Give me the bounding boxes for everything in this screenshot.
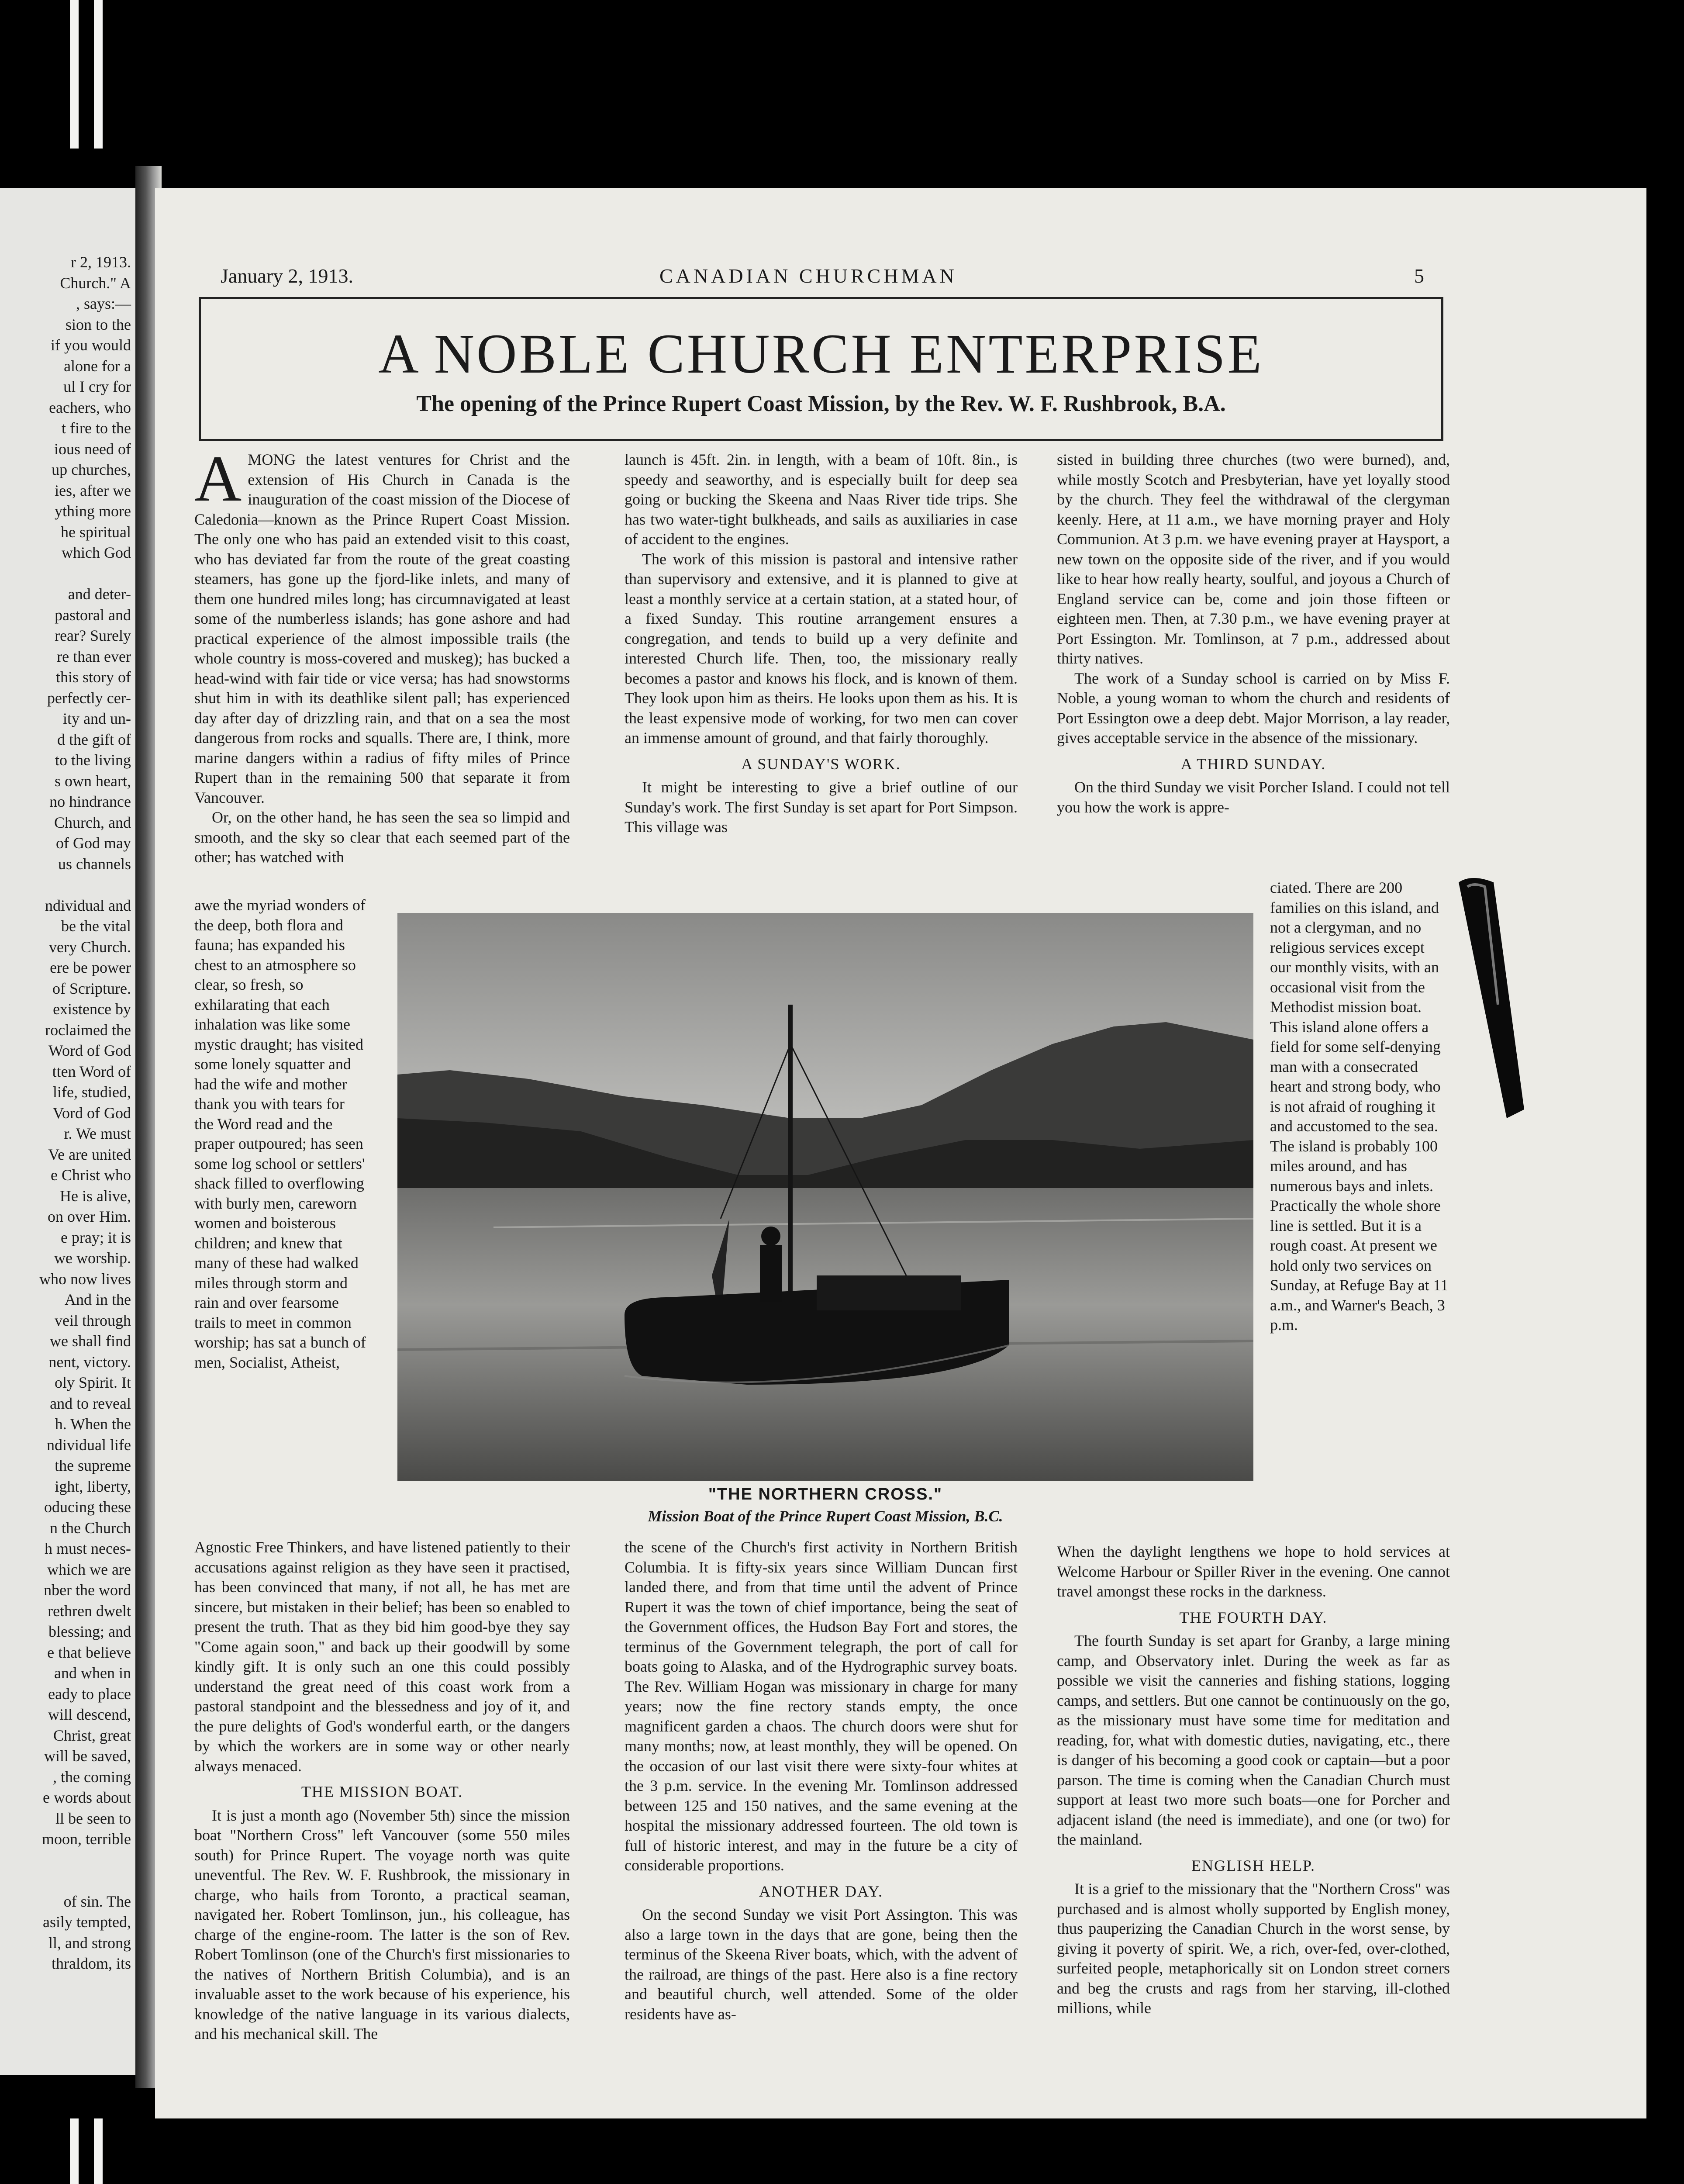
page-number: 5 [1414, 265, 1424, 287]
left-page-line: moon, terrible [42, 1830, 131, 1848]
boat-photograph [397, 913, 1253, 1481]
left-page-line: of God may [56, 834, 131, 852]
left-page-line: ies, after we [55, 481, 131, 499]
section-heading: ANOTHER DAY. [759, 1882, 883, 1900]
issue-date: January 2, 1913. [221, 265, 354, 287]
column-1-narrow [194, 895, 367, 1542]
left-page-line: e pray; it is [61, 1228, 131, 1246]
left-page-line: we worship. [54, 1249, 131, 1267]
column-1-bottom [194, 1538, 570, 2062]
left-page-line: to the living [55, 751, 131, 769]
left-page-line: asily tempted, [43, 1913, 131, 1931]
left-page-line: ything more [55, 502, 131, 520]
left-page-line: eachers, who [49, 398, 131, 416]
paragraph: It is a grief to the missionary that the "Northern Cross" was purchased and is almost wholly supported by English money, thus pauperizing the Canadian Church in the worst sense, by giving it poverty of spirit. We, a rich, over-fed, over-clothed, surfeited people, metaphorically sit on London street corners and beg the crusts and rags from her starving, ill-clothed millions, while [1057, 1880, 1450, 2017]
column-3-narrow [1270, 878, 1449, 1542]
left-page-line: ere be power [50, 959, 131, 976]
left-page-line: He is alive, [60, 1187, 131, 1205]
left-page-line: perfectly cer- [47, 689, 131, 707]
left-page-line: life, studied, [53, 1083, 131, 1101]
section-heading: THE FOURTH DAY. [1179, 1608, 1328, 1626]
left-page-line: e that believe [47, 1643, 131, 1661]
left-page-line: Church." A [60, 274, 131, 292]
left-page-line: will be saved, [44, 1747, 131, 1765]
column-2-bottom [625, 1538, 1018, 2062]
left-facing-page [0, 188, 144, 2075]
paragraph: It is just a month ago (November 5th) since the mission boat "Northern Cross" left Vancouver (some 550 miles south) for Prince Rupert. The voyage north was quite uneventful. The Rev. W. F. Rushbrook, the missionary in charge, who hails from Toronto, a practical seaman, navigated her. Robert Tomlinson, jun., his colleague, has charge of the engine-room. The latter is the son of Rev. Robert Tomlinson (one of the Church's first missionaries to the natives of Northern British Columbia), and is an invaluable asset to the work because of his experience, his knowledge of the native language in its various dialects, and his mechanical skill. The [194, 1806, 570, 2042]
paragraph: The work of this mission is pastoral and intensive rather than supervisory and extensive, and it is planned to give at least a monthly service at a certain station, at a stated hour, of a fixed Sunday. This routine arrangement ensures a congregation, and tends to build up a very definite and interested Church life. Then, too, the missionary really becomes a pastor and knows his flock, and is known of them. They look upon him as theirs. He looks upon them as his. It is the least expensive mode of working, for two men can cover an immense amount of ground, and that fairly thoroughly. [625, 550, 1018, 746]
left-page-line: veil through [55, 1311, 131, 1329]
left-page-line: the supreme [55, 1457, 131, 1474]
drop-cap: A [194, 442, 242, 515]
left-page-line: rethren dwelt [48, 1602, 131, 1620]
left-page-line: oly Spirit. It [54, 1374, 131, 1391]
paragraph: The work of a Sunday school is carried on by Miss F. Noble, a young woman to whom the church and residents of Port Essington owe a deep debt. Major Morrison, a lay reader, gives acceptable service in the absence of the missionary. [1057, 669, 1450, 746]
paragraph: Agnostic Free Thinkers, and have listened patiently to their accusations against religion as they have seen it practised, has been convinced that many, if not all, he has met are sincere, but mistaken in their belief; has been so enabled to present the truth. That as they bid him good-bye they say "Come again soon," and back up their goodwill by some kindly gift. It is only such an one this could possibly understand the great need of this coast work from a pastoral standpoint and the blessedness and joy of it, and the pure delights of God's wonderful earth, or the dangers by which the workers are in some way or other nearly always menaced. [194, 1538, 570, 1775]
left-page-line: and to reveal [50, 1394, 131, 1412]
left-page-line: ndividual and [45, 896, 131, 914]
left-page-line: oducing these [44, 1498, 131, 1516]
column-1-top [194, 442, 570, 904]
left-page-line: of Scripture. [52, 979, 131, 997]
left-page-line: which we are [47, 1560, 131, 1578]
left-page-line: ll, and strong [48, 1934, 131, 1952]
left-page-line: h. When the [55, 1415, 131, 1433]
photo-caption-title: "THE NORTHERN CROSS." [708, 1485, 943, 1503]
article-subtitle: The opening of the Prince Rupert Coast Mission, by the Rev. W. F. Rushbrook, B.A. [416, 391, 1226, 416]
left-page-line: which God [62, 544, 131, 561]
left-page-line: sion to the [66, 315, 131, 333]
left-page-line: Ve are united [48, 1145, 131, 1163]
left-page-line: roclaimed the [45, 1021, 131, 1039]
left-page-line: existence by [53, 1000, 131, 1018]
left-page-line: Vord of God [52, 1104, 131, 1122]
left-page-line: we shall find [50, 1332, 131, 1350]
left-page-line: ity and un- [63, 710, 131, 727]
column-3-top [1057, 450, 1450, 865]
left-page-line: , says:— [76, 295, 131, 312]
left-page-line: e words about [43, 1789, 131, 1806]
column-3-bottom [1057, 1542, 1450, 2066]
left-page-line: re than ever [57, 647, 131, 665]
paragraph: launch is 45ft. 2in. in length, with a beam of 10ft. 8in., is speedy and seaworthy, and is especially built for deep sea going or bucking the Skeena and Naas River tide trips. She has two water-tight bulkheads, and sails as auxiliaries in case of accident to the engines. [625, 451, 1018, 548]
paragraph: ciated. There are 200 families on this island, and not a clergyman, and no religious services except our monthly visits, with an occasional visit from the Methodist mission boat. This island alone offers a field for some self-denying man with a consecrated heart and strong body, who is not afraid of roughing it and accustomed to the sea. The island is probably 100 miles around, and has numerous bays and inlets. Practically the whole shore line is settled. But it is a rough coast. At present we hold only two services on Sunday, at Refuge Bay at 11 a.m., and Warner's Beach, 3 p.m. [1270, 879, 1449, 1334]
paragraph: On the third Sunday we visit Porcher Island. I could not tell you how the work is appre- [1057, 778, 1450, 816]
left-page-line: this story of [55, 668, 131, 686]
left-page-line: ndividual life [47, 1436, 131, 1454]
left-page-line: and when in [54, 1664, 131, 1682]
pen-icon [1441, 874, 1529, 1118]
left-page-line: d the gift of [57, 730, 131, 748]
left-page-line: t fire to the [62, 419, 131, 437]
left-page-line: e Christ who [51, 1166, 131, 1184]
left-page-line: n the Church [50, 1519, 131, 1537]
left-page-line: very Church. [49, 938, 131, 956]
photo-caption-subtitle: Mission Boat of the Prince Rupert Coast Mission, B.C. [648, 1507, 1003, 1525]
left-page-line: nber the word [44, 1581, 131, 1599]
paragraph: sisted in building three churches (two were burned), and, while mostly Scotch and Presbyterian, have yet loyally stood by the church. They feel the withdrawal of the clergyman keenly. Here, at 11 a.m., we have morning prayer and Holy Communion. At 3 p.m. we have evening prayer at Haysport, a new town on the opposite side of the river, and if you would like to hear how really hearty, soulful, and joyous a Church of England service can be, come and join those fifteen or eighteen men. Then, at 7.30 p.m., we have evening prayer at Port Essington. Mr. Tomlinson, at 7 p.m., addressed about thirty natives. [1057, 451, 1450, 667]
left-page-line: ious need of [54, 440, 131, 458]
left-page-line: he spiritual [61, 523, 131, 541]
title-box [199, 297, 1443, 441]
left-page-line: r. We must [64, 1125, 131, 1142]
left-page-line: And in the [65, 1291, 131, 1308]
article-title: A NOBLE CHURCH ENTERPRISE [378, 323, 1264, 385]
left-page-line: alone for a [64, 357, 131, 375]
left-page-line: be the vital [61, 917, 131, 935]
section-heading: ENGLISH HELP. [1191, 1856, 1315, 1874]
left-page-line: h must neces- [45, 1540, 131, 1557]
film-mark-top [70, 0, 79, 149]
left-page-line: no hindrance [49, 793, 131, 810]
column-2-top [625, 450, 1018, 909]
paragraph: The fourth Sunday is set apart for Granby, a large mining camp, and Observatory inlet. During the week as far as possible we visit the canneries and fishing stations, logging camps, and settlers. But one cannot be continuously on the go, as the missionary must have some time for meditation and reading, for, what with domestic duties, navigating, etc., there is danger of his becoming a good cook or captain—but a poor parson. The time is coming when the Canadian Church must support at least two more such boats—one for Porcher and adjacent island (the need is immediate), and one (or two) for the mainland. [1057, 1632, 1450, 1848]
left-page-line: s own heart, [55, 772, 131, 790]
section-heading: THE MISSION BOAT. [301, 1783, 463, 1800]
left-page-line: , the coming [53, 1768, 131, 1786]
left-page-line: who now lives [39, 1270, 131, 1288]
left-page-line: blessing; and [48, 1623, 131, 1640]
left-page-line: r 2, 1913. [71, 253, 131, 271]
left-page-line: up churches, [52, 461, 131, 478]
left-page-line: Word of God [48, 1042, 131, 1059]
left-page-line: eady to place [48, 1685, 131, 1703]
publication-name: CANADIAN CHURCHMAN [659, 265, 957, 287]
left-page-line: ight, liberty, [55, 1477, 131, 1495]
paragraph: Or, on the other hand, he has seen the sea so limpid and smooth, and the sky so clear that each seemed part of the other; has watched with [194, 809, 570, 866]
left-page-line: Christ, great [53, 1726, 131, 1744]
paragraph: On the second Sunday we visit Port Assington. This was also a large town in the days that are gone, being then the terminus of the Skeena River boats, which, with the advent of the railroad, are things of the past. Here also is a fine rectory and beautiful church, well attended. Some of the older residents have as- [625, 1906, 1018, 2023]
left-page-line: nent, victory. [48, 1353, 131, 1371]
left-page-line: rear? Surely [55, 627, 131, 644]
paragraph: MONG the latest ventures for Christ and the extension of His Church in Canada is the inauguration of the coast mission of the Diocese of Caledonia—known as the Prince Rupert Coast Mission. The only one who has paid an extended visit to this coast, who has deviated far from the route of the great coasting steamers, has gone up the fjord-like inlets, and many of them one hundred miles long; has circumnavigated at least some of the numberless islands; has gone ashore and had practical experience of the almost impossible trails (the whole country is moss-covered and muskeg); has bucked a head-wind with fair tide or vice versa; has had snowstorms shut him in with its deathlike silent pall; has experienced day after day of drizzling rain, and that on a sea the most dangerous from rocks and squalls. There are, I think, more marine dangers within a radius of fifty miles of Prince Rupert than in the remaining 500 that separate it from Vancouver. [194, 451, 570, 806]
paragraph: the scene of the Church's first activity in Northern British Columbia. It is fifty-six years since William Duncan first landed there, and from that time until the advent of Prince Rupert it was the town of chief importance, being the seat of the Government offices, the Hudson Bay Fort and stores, the terminus of the Government telegraph, the port of call for boats going to Alaska, and of the Hydrographic survey boats. The Rev. William Hogan was missionary in charge for many years; now the fine rectory stands empty, the once magnificent garden a chaos. The church doors were shut for many months; now, at least monthly, they will be opened. On the occasion of our last visit there were sixty-four whites at the 3 p.m. service. In the evening Mr. Tomlinson addressed between 125 and 150 natives, and the same evening at the hospital the missionary addressed fourteen. The old town is full of historic interest, and may in the future be a city of considerable proportions. [625, 1538, 1018, 1874]
paragraph: When the daylight lengthens we hope to hold services at Welcome Harbour or Spiller River in the evening. One cannot travel amongst these rocks in the darkness. [1057, 1543, 1450, 1600]
section-heading: A THIRD SUNDAY. [1180, 755, 1326, 773]
left-page-line: us channels [58, 855, 131, 873]
left-page-line: on over Him. [48, 1208, 131, 1225]
left-page-line: ul I cry for [63, 378, 131, 395]
left-page-line: pastoral and [55, 606, 131, 624]
left-page-line: of sin. The [63, 1892, 131, 1910]
film-mark-top [94, 0, 103, 149]
paragraph: It might be interesting to give a brief outline of our Sunday's work. The first Sunday is set apart for Port Simpson. This village was [625, 778, 1018, 836]
left-page-line: tten Word of [52, 1062, 131, 1080]
left-page-line: if you would [51, 336, 131, 354]
left-page-line: Church, and [54, 813, 131, 831]
film-mark-bottom [94, 2118, 103, 2184]
left-page-line: and deter- [68, 585, 131, 603]
section-heading: A SUNDAY'S WORK. [741, 755, 901, 773]
left-page-line: will descend, [48, 1706, 131, 1723]
film-mark-bottom [70, 2118, 79, 2184]
photo-illustration [397, 913, 1253, 1481]
paragraph: awe the myriad wonders of the deep, both flora and fauna; has expanded his chest to an atmosphere so clear, so fresh, so exhilarating that each inhalation was like some mystic draught; has visited some lonely squatter and had the wife and mother thank you with tears for the Word read and the praper outpoured; has seen some log school or settlers' shack filled to overflowing with burly men, careworn women and boisterous children; and knew that many of these had walked miles through storm and rain and over fearsome trails to meet in common worship; has sat a bunch of men, Socialist, Atheist, [194, 896, 366, 1371]
left-page-line: thraldom, its [52, 1955, 131, 1972]
left-page-line: ll be seen to [55, 1809, 131, 1827]
